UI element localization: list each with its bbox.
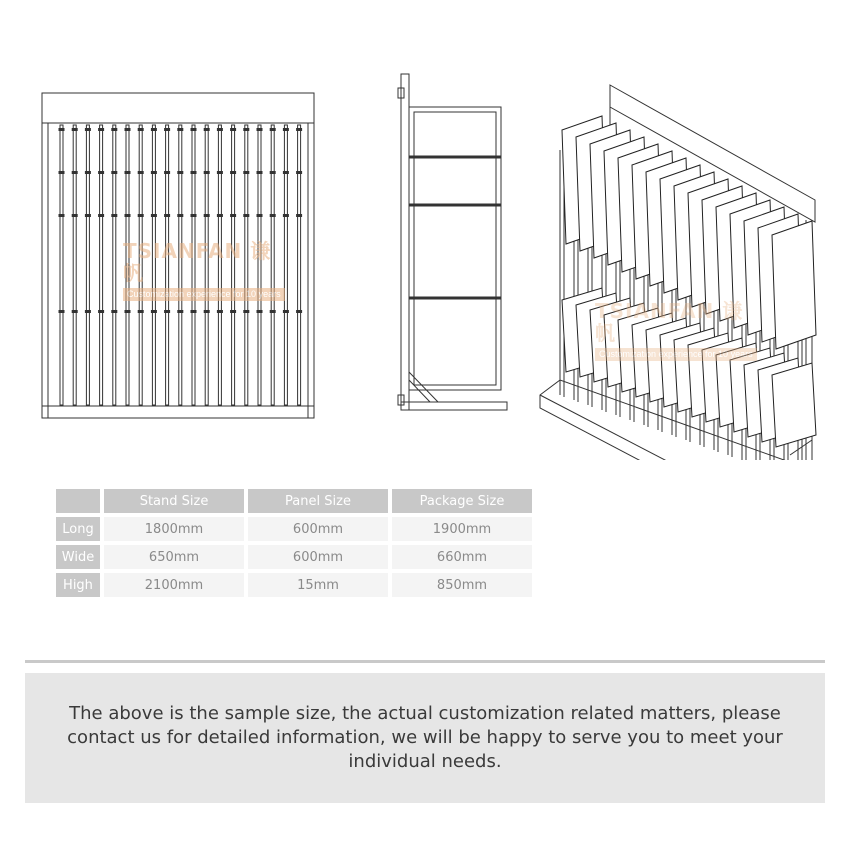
spec-corner-cell [56, 489, 100, 513]
front-bar-clip [270, 128, 276, 131]
section-divider [25, 660, 825, 663]
watermark-brand-2: TSIANFAN [595, 299, 715, 323]
row-label-long: Long [56, 517, 100, 541]
front-bar-clip [59, 214, 65, 217]
front-bar-clip [138, 171, 144, 174]
col-header-panel-size: Panel Size [248, 489, 388, 513]
front-view-drawing [42, 93, 314, 418]
front-bar-clip [138, 310, 144, 313]
cell-package-long: 1900mm [392, 517, 532, 541]
front-bar-clip [98, 310, 104, 313]
front-bar-clip [111, 214, 117, 217]
front-bar-clip [85, 214, 91, 217]
front-bar-clip [111, 171, 117, 174]
front-bar [126, 125, 129, 405]
front-bar [258, 125, 261, 405]
front-bar-clip [257, 310, 263, 313]
front-bar-clip [217, 128, 223, 131]
front-bar [100, 125, 103, 405]
spec-row-long [56, 517, 532, 541]
front-bar-clip [151, 214, 157, 217]
front-bar-clip [204, 171, 210, 174]
front-bar-clip [125, 310, 131, 313]
front-bar-clip [283, 128, 289, 131]
front-bar-clip [151, 171, 157, 174]
cell-package-wide: 660mm [392, 545, 532, 569]
front-bar-clips [59, 128, 303, 313]
front-bar [271, 125, 274, 405]
cell-panel-high: 15mm [248, 573, 388, 597]
front-bar-clip [230, 171, 236, 174]
front-bar [218, 125, 221, 405]
front-bar-clip [204, 310, 210, 313]
front-bar [139, 125, 142, 405]
front-bar-clip [164, 310, 170, 313]
front-bar-clip [177, 171, 183, 174]
front-bar-clip [59, 171, 65, 174]
side-view-drawing [398, 74, 507, 410]
front-bar [284, 125, 287, 405]
front-bar-clip [85, 171, 91, 174]
front-bar-clip [138, 128, 144, 131]
front-bar-clip [191, 128, 197, 131]
front-bar [179, 125, 182, 405]
front-bar-clip [111, 310, 117, 313]
front-bar-clip [125, 214, 131, 217]
spec-row-wide [56, 545, 532, 569]
front-bar-clip [72, 214, 78, 217]
front-bar [205, 125, 208, 405]
front-bar-clip [98, 128, 104, 131]
watermark-brand-cn: 谦帆 [123, 239, 272, 285]
front-bar-clip [243, 171, 249, 174]
front-bar-clip [72, 310, 78, 313]
front-bar-clip [72, 128, 78, 131]
front-vertical-bars [60, 125, 301, 405]
spec-header-row [56, 489, 532, 513]
front-bar-clip [257, 128, 263, 131]
front-bar-clip [191, 310, 197, 313]
front-bar-clip [296, 310, 302, 313]
front-bar-clip [177, 310, 183, 313]
front-bar [113, 125, 116, 405]
front-bar-clip [230, 310, 236, 313]
front-bar-clip [151, 310, 157, 313]
cell-stand-wide: 650mm [104, 545, 244, 569]
watermark-brand: TSIANFAN [123, 239, 243, 263]
front-bar-clip [270, 214, 276, 217]
front-bar-clip [217, 171, 223, 174]
front-bar-clip [204, 214, 210, 217]
watermark-tagline-2: Customization experience for 10 years [595, 348, 757, 361]
front-bar-clip [177, 128, 183, 131]
front-bar [192, 125, 195, 405]
front-bar-clip [72, 171, 78, 174]
front-bar-clip [230, 128, 236, 131]
col-header-package-size: Package Size [392, 489, 532, 513]
lower-panel [772, 363, 816, 447]
front-bar-clip [138, 214, 144, 217]
note-panel [25, 673, 825, 803]
row-label-high: High [56, 573, 100, 597]
row-label-wide: Wide [56, 545, 100, 569]
front-bar [60, 125, 63, 405]
front-bar-clip [270, 171, 276, 174]
front-bar-clip [125, 171, 131, 174]
front-bar-clip [283, 171, 289, 174]
front-bar [245, 125, 248, 405]
front-bar [166, 125, 169, 405]
front-bar-clip [164, 171, 170, 174]
front-bar-clip [230, 214, 236, 217]
front-bar-clip [243, 214, 249, 217]
col-header-stand-size: Stand Size [104, 489, 244, 513]
watermark-brand-cn-2: 谦帆 [595, 299, 744, 345]
cell-package-high: 850mm [392, 573, 532, 597]
front-bar-clip [164, 128, 170, 131]
front-bar-clip [217, 310, 223, 313]
front-bar-clip [296, 128, 302, 131]
upper-panel [772, 221, 816, 349]
front-bar-clip [257, 171, 263, 174]
front-bar-clip [59, 310, 65, 313]
front-bar-clip [257, 214, 263, 217]
watermark-tagline: Customization experience for 10 years [123, 288, 285, 301]
front-bar-clip [59, 128, 65, 131]
front-bar-clip [191, 171, 197, 174]
note-text: The above is the sample size, the actual customization related matters, please contact us for detailed information, we will be happy to serve you to meet your individual needs. [67, 703, 783, 772]
front-bar-clip [204, 128, 210, 131]
cell-panel-long: 600mm [248, 517, 388, 541]
front-bar-clip [270, 310, 276, 313]
front-bar [298, 125, 301, 405]
front-bar [73, 125, 76, 405]
front-bar-clip [243, 310, 249, 313]
front-bar-clip [296, 171, 302, 174]
front-bar-clip [164, 214, 170, 217]
front-bar-clip [85, 310, 91, 313]
front-bar [152, 125, 155, 405]
front-bar-clip [98, 214, 104, 217]
front-bar-clip [111, 128, 117, 131]
front-bar-clip [243, 128, 249, 131]
front-bar [86, 125, 89, 405]
cell-stand-long: 1800mm [104, 517, 244, 541]
cell-panel-wide: 600mm [248, 545, 388, 569]
front-bar-clip [283, 310, 289, 313]
front-bar-clip [98, 171, 104, 174]
perspective-view-drawing [540, 85, 816, 460]
front-bar-clip [283, 214, 289, 217]
front-bar-clip [191, 214, 197, 217]
front-bar-clip [85, 128, 91, 131]
front-bar-clip [177, 214, 183, 217]
cell-stand-high: 2100mm [104, 573, 244, 597]
front-bar-clip [125, 128, 131, 131]
size-spec-table [52, 485, 536, 601]
spec-row-high [56, 573, 532, 597]
front-bar-clip [296, 214, 302, 217]
front-bar-clip [151, 128, 157, 131]
front-bar [232, 125, 235, 405]
front-bar-clip [217, 214, 223, 217]
